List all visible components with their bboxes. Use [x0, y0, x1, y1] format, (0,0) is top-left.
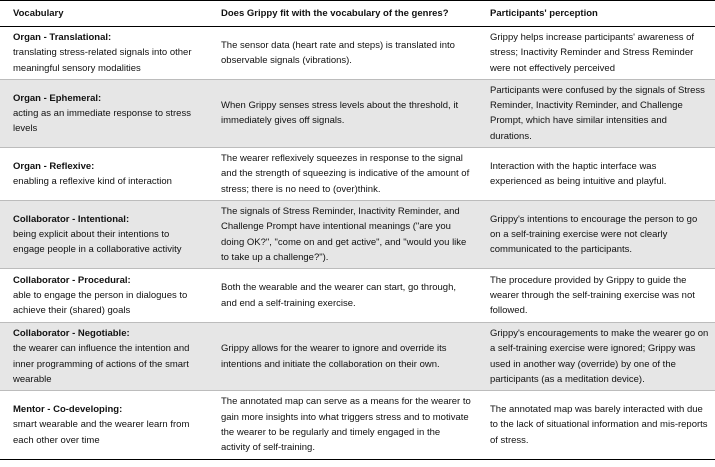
- vocabulary-name: Collaborator - Procedural:: [13, 274, 131, 286]
- vocabulary-cell: [0, 200, 208, 268]
- header-perception: Participants' perception: [477, 1, 715, 27]
- vocabulary-cell: [0, 323, 208, 391]
- perception-cell: Interaction with the haptic interface was experienced as being intuitive and playful.: [477, 148, 715, 201]
- vocabulary-description: acting as an immediate response to stress levels: [13, 107, 191, 135]
- table-row: [0, 27, 715, 80]
- vocabulary-description: enabling a reflexive kind of interaction: [13, 176, 172, 188]
- perception-cell: Grippy's encouragements to make the wearer go on a self-training exercise were ignored; Grippy was used in another way (override) by one of the participants (as a meditation device).: [477, 323, 715, 391]
- fit-cell: The wearer reflexively squeezes in response to the signal and the strength of squeezing is indicative of the amount of stress; there is no need to (over)think.: [208, 148, 477, 201]
- fit-cell: The signals of Stress Reminder, Inactivity Reminder, and Challenge Prompt have intentional meanings ("are you doing OK?", "come on and get active", and "would you like to take up a challenge?").: [208, 200, 477, 268]
- table-row: [0, 391, 715, 459]
- vocabulary-cell: [0, 148, 208, 201]
- vocabulary-cell: [0, 79, 208, 147]
- vocabulary-name: Collaborator - Intentional:: [13, 213, 130, 225]
- perception-cell: Grippy helps increase participants' awareness of stress; Inactivity Reminder and Stress Reminder were not effectively perceived: [477, 27, 715, 80]
- header-vocabulary: Vocabulary: [0, 1, 208, 27]
- perception-cell: Grippy's intentions to encourage the person to go on a self-training exercise were not clearly communicated to the participants.: [477, 200, 715, 268]
- vocabulary-name: Collaborator - Negotiable:: [13, 328, 130, 340]
- table-row: [0, 323, 715, 391]
- vocabulary-name: Organ - Reflexive:: [13, 160, 95, 172]
- vocabulary-cell: [0, 391, 208, 459]
- vocabulary-name: Organ - Translational:: [13, 32, 112, 43]
- perception-cell: The procedure provided by Grippy to guide the wearer through the self-training exercise was not followed.: [477, 269, 715, 323]
- fit-cell: The annotated map can serve as a means for the wearer to gain more insights into what triggers stress and to motivate the wearer to be regularly and timely engaged in the activity of self-training.: [208, 391, 477, 459]
- vocabulary-cell: [0, 27, 208, 80]
- vocabulary-description: translating stress-related signals into other meaningful sensory modalities: [13, 47, 192, 74]
- table-row: [0, 79, 715, 147]
- header-fit: Does Grippy fit with the vocabulary of the genres?: [208, 1, 477, 27]
- fit-cell: Grippy allows for the wearer to ignore and override its intentions and initiate the collaboration on their own.: [208, 323, 477, 391]
- vocabulary-description: the wearer can influence the intention and inner programming of actions of the smart wearable: [13, 343, 190, 386]
- vocabulary-description: able to engage the person in dialogues to achieve their (shared) goals: [13, 290, 188, 317]
- table-row: [0, 269, 715, 323]
- table-row: [0, 200, 715, 268]
- vocabulary-name: Mentor - Co-developing:: [13, 403, 123, 415]
- table-header-row: [0, 1, 715, 27]
- perception-cell: The annotated map was barely interacted with due to the lack of situational information and mis-reports of stress.: [477, 391, 715, 459]
- table-row: [0, 148, 715, 201]
- vocabulary-description: smart wearable and the wearer learn from each other over time: [13, 419, 190, 446]
- fit-cell: When Grippy senses stress levels about the threshold, it immediately gives off signals.: [208, 79, 477, 147]
- vocabulary-name: Organ - Ephemeral:: [13, 92, 102, 104]
- perception-cell: Participants were confused by the signals of Stress Reminder, Inactivity Reminder, and Challenge Prompt, which have similar intensities and durations.: [477, 79, 715, 147]
- fit-cell: Both the wearable and the wearer can start, go through, and end a self-training exercise.: [208, 269, 477, 323]
- vocabulary-cell: [0, 269, 208, 323]
- vocabulary-description: being explicit about their intentions to engage people in a collaborative activity: [13, 228, 182, 256]
- fit-cell: The sensor data (heart rate and steps) is translated into observable signals (vibrations).: [208, 27, 477, 80]
